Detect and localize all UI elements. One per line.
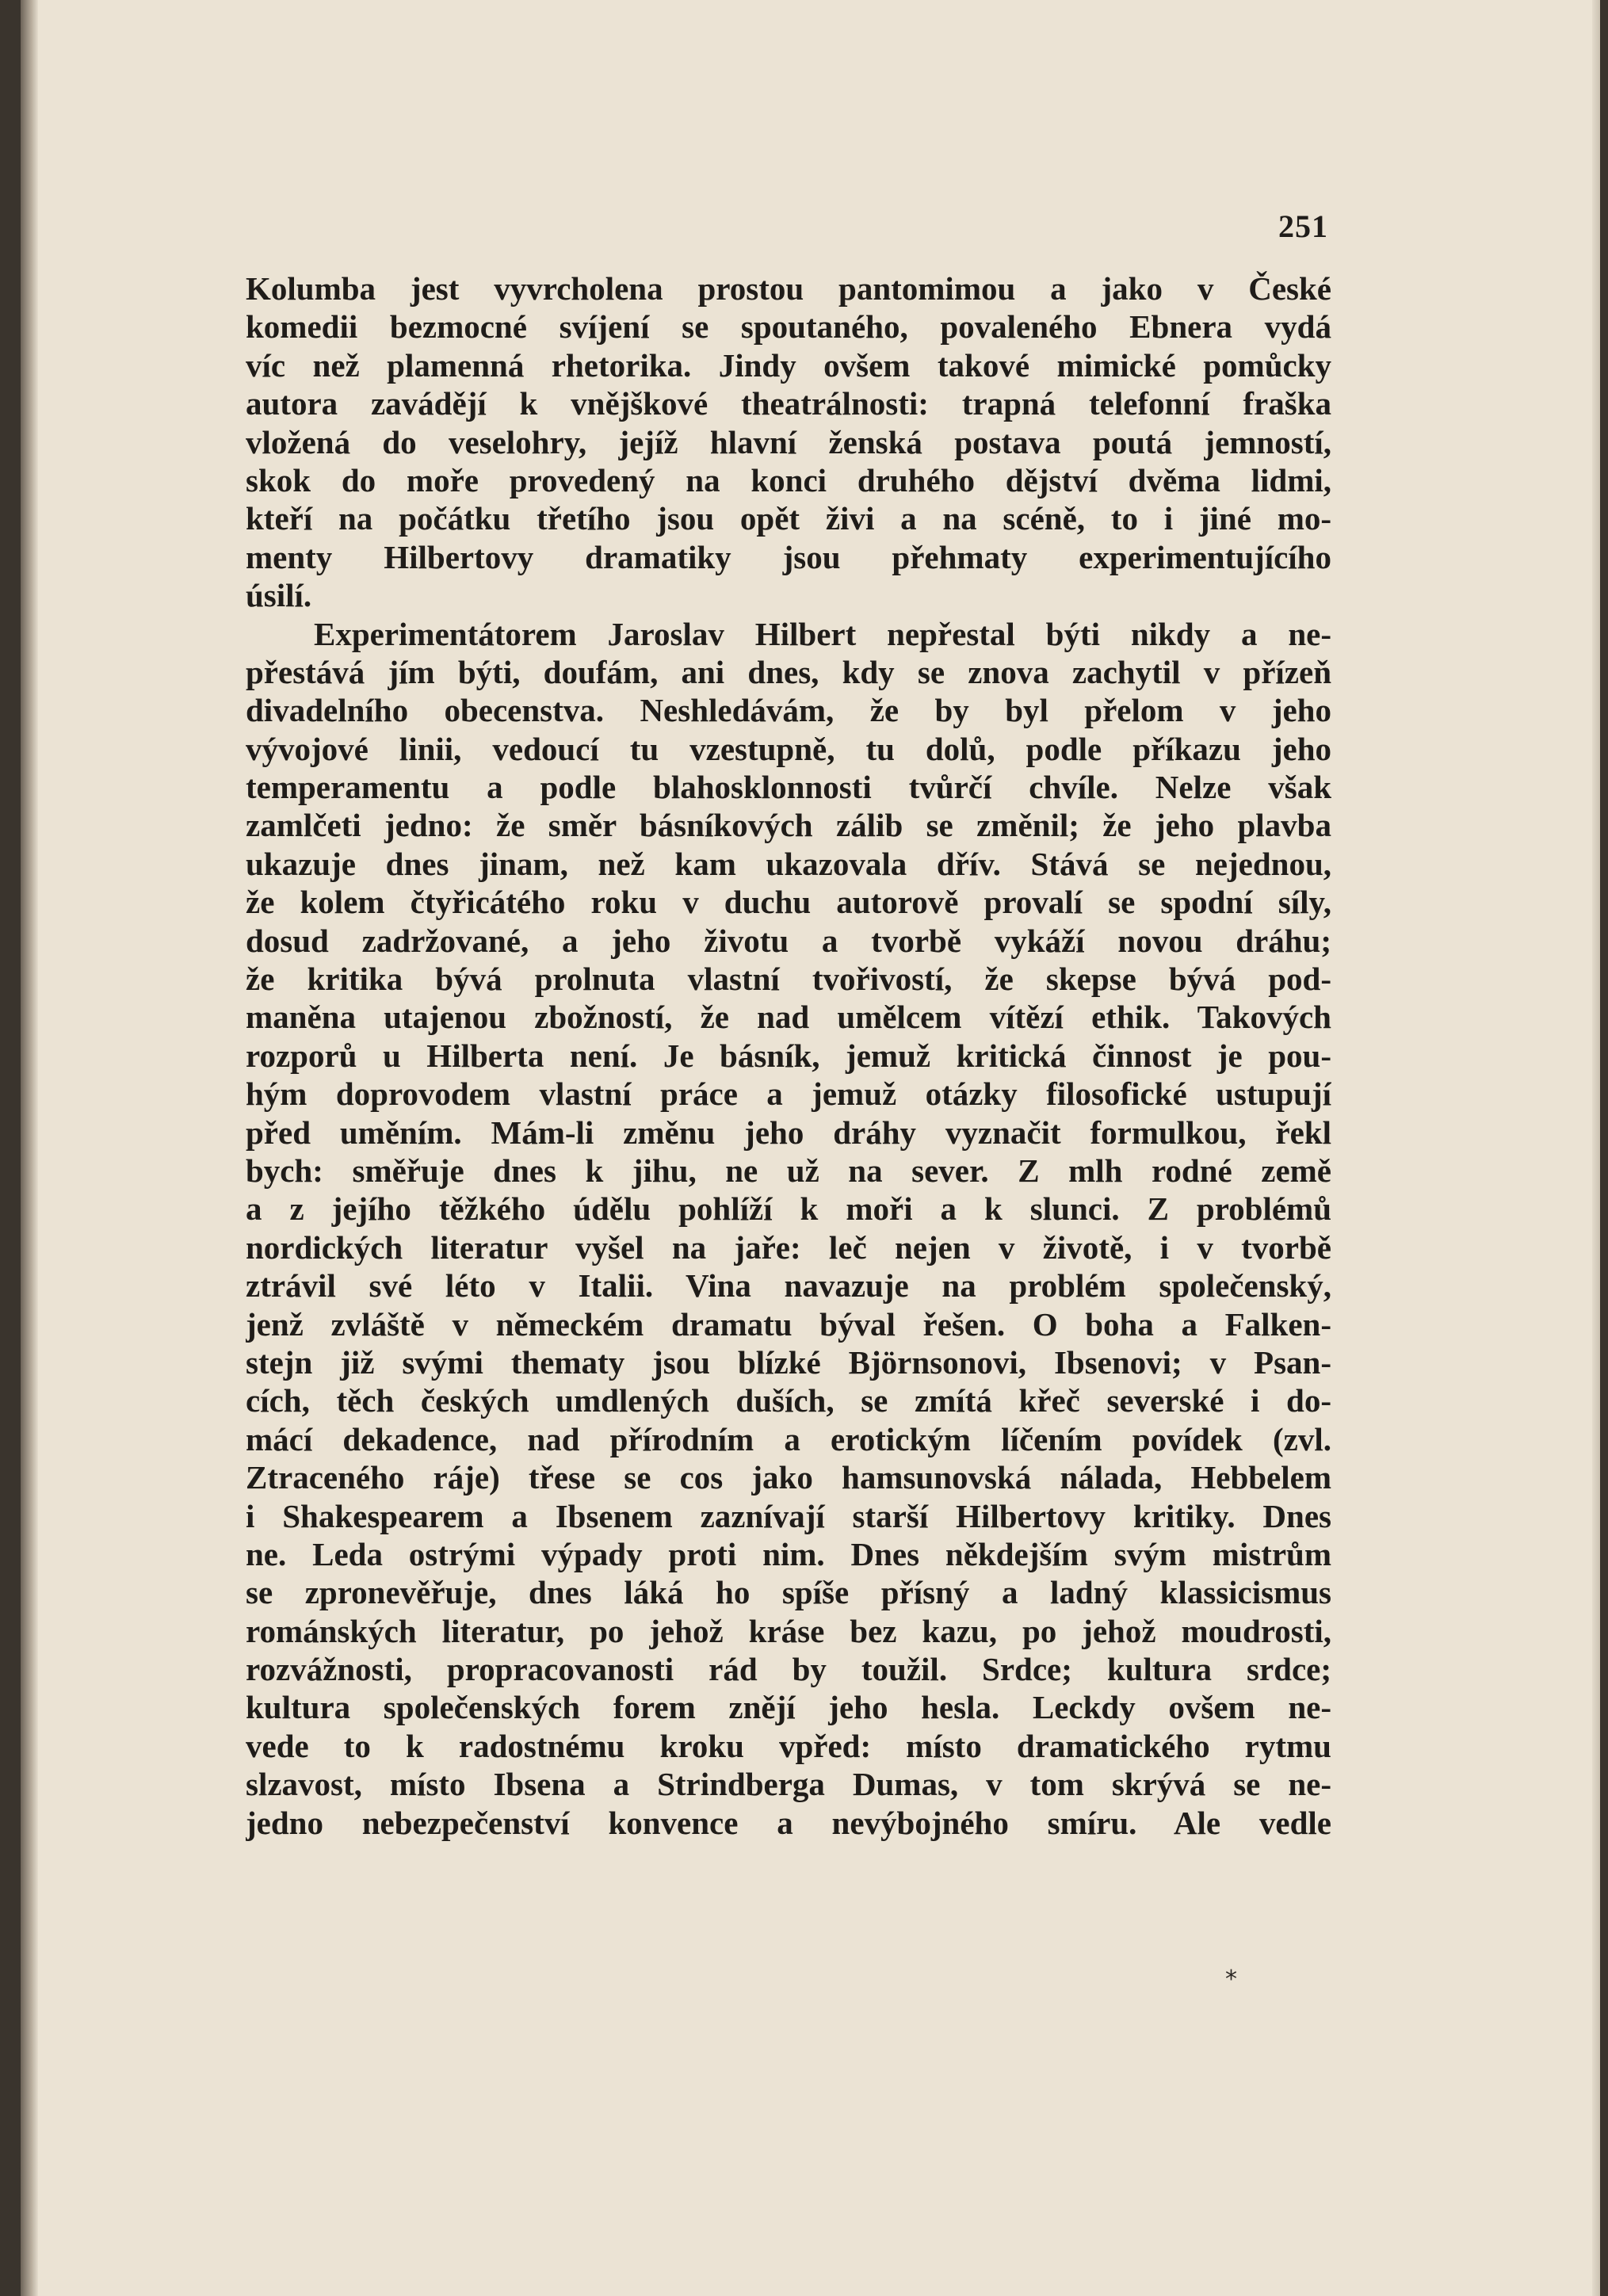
text-line: ztrávil své léto v Italii. Vina navazuje na problém společenský, [246,1267,1331,1305]
text-line: románských literatur, po jehož kráse bez kazu, po jehož moudrosti, [246,1612,1331,1649]
text-line: se zpronevěřuje, dnes láká ho spíše přísný a ladný klassicismus [246,1574,1331,1611]
signature-mark: * [1225,1966,1237,1993]
text-line: přestává jím býti, doufám, ani dnes, kdy se znova zachytil v přízeň [246,653,1331,690]
text-line: hým doprovodem vlastní práce a jemuž otázky filosofické ustupují [246,1075,1331,1113]
text-line: že kritika bývá prolnuta vlastní tvořivostí, že skepse bývá pod- [246,961,1331,998]
text-line: cích, těch českých umdlených duších, se zmítá křeč severské i do- [246,1382,1331,1419]
text-line: kultura společenských forem znějí jeho hesla. Leckdy ovšem ne- [246,1689,1331,1726]
text-line: mácí dekadence, nad přírodním a erotickým líčením povídek (zvl. [246,1420,1331,1457]
text-line: bych: směřuje dnes k jihu, ne už na sever. Z mlh rodné země [246,1152,1331,1189]
text-line: že kolem čtyřicátého roku v duchu autorově provalí se spodní síly, [246,884,1331,921]
text-line: rozporů u Hilberta není. Je básník, jemuž kritická činnost je pou- [246,1037,1331,1074]
text-line: slzavost, místo Ibsena a Strindberga Dumas, v tom skrývá se ne- [246,1766,1331,1803]
paragraph-1 [246,269,1331,615]
text-line: Experimentátorem Jaroslav Hilbert nepřestal býti nikdy a ne- [314,615,1331,652]
page-edge [1592,0,1600,2296]
page-number: 251 [1278,208,1328,244]
book-page [21,0,1600,2296]
text-line: skok do moře provedený na konci druhého dějství dvěma lidmi, [246,461,1331,499]
text-line: ne. Leda ostrými výpady proti nim. Dnes někdejším svým mistrům [246,1535,1331,1572]
binding-gutter [21,0,38,2296]
text-line: před uměním. Mám-li změnu jeho dráhy vyznačit formulkou, řekl [246,1114,1331,1151]
text-line: maněna utajenou zbožností, že nad umělcem vítězí ethik. Takových [246,999,1331,1036]
text-line: vede to k radostnému kroku vpřed: místo dramatického rytmu [246,1727,1331,1764]
text-line: jenž zvláště v německém dramatu býval řešen. O boha a Falken- [246,1305,1331,1343]
text-line: vložená do veselohry, jejíž hlavní ženská postava poutá jemností, [246,423,1331,460]
text-line: i Shakespearem a Ibsenem zaznívají starší Hilbertovy kritiky. Dnes [246,1497,1331,1534]
text-line: rozvážnosti, propracovanosti rád by toužil. Srdce; kultura srdce; [246,1651,1331,1688]
text-line: jedno nebezpečenství konvence a nevýbojného smíru. Ale vedle [246,1804,1331,1841]
text-line: a z jejího těžkého údělu pohlíží k moři a k slunci. Z problémů [246,1190,1331,1228]
text-line: Ztraceného ráje) třese se cos jako hamsunovská nálada, Hebbelem [246,1459,1331,1496]
text-line: vývojové linii, vedoucí tu vzestupně, tu dolů, podle příkazu jeho [246,730,1331,767]
text-line: Kolumba jest vyvrcholena prostou pantomimou a jako v České [246,270,1331,307]
text-line: stejn již svými thematy jsou blízké Björnsonovi, Ibsenovi; v Psan- [246,1343,1331,1381]
text-line: úsilí. [246,577,312,614]
paragraph-2 [246,615,1331,1843]
text-line: autora zavádějí k vnějškové theatrálnosti: trapná telefonní fraška [246,385,1331,422]
text-line: víc než plamenná rhetorika. Jindy ovšem takové mimické pomůcky [246,346,1331,384]
text-line: dosud zadržované, a jeho životu a tvorbě vykáží novou dráhu; [246,922,1331,959]
text-line: zamlčeti jedno: že směr básníkových zálib se změnil; že jeho plavba [246,807,1331,844]
text-line: temperamentu a podle blahosklonnosti tvůrčí chvíle. Nelze však [246,769,1331,806]
text-line: menty Hilbertovy dramatiky jsou přehmaty experimentujícího [246,538,1331,575]
text-line: kteří na počátku třetího jsou opět živi a na scéně, to i jiné mo- [246,500,1331,537]
text-line: ukazuje dnes jinam, než kam ukazovala dřív. Stává se nejednou, [246,845,1331,882]
text-line: nordických literatur vyšel na jaře: leč nejen v životě, i v tvorbě [246,1228,1331,1266]
text-line: divadelního obecenstva. Neshledávám, že by byl přelom v jeho [246,692,1331,729]
body-text [246,269,1331,1842]
text-line: komedii bezmocné svíjení se spoutaného, povaleného Ebnera vydá [246,308,1331,346]
